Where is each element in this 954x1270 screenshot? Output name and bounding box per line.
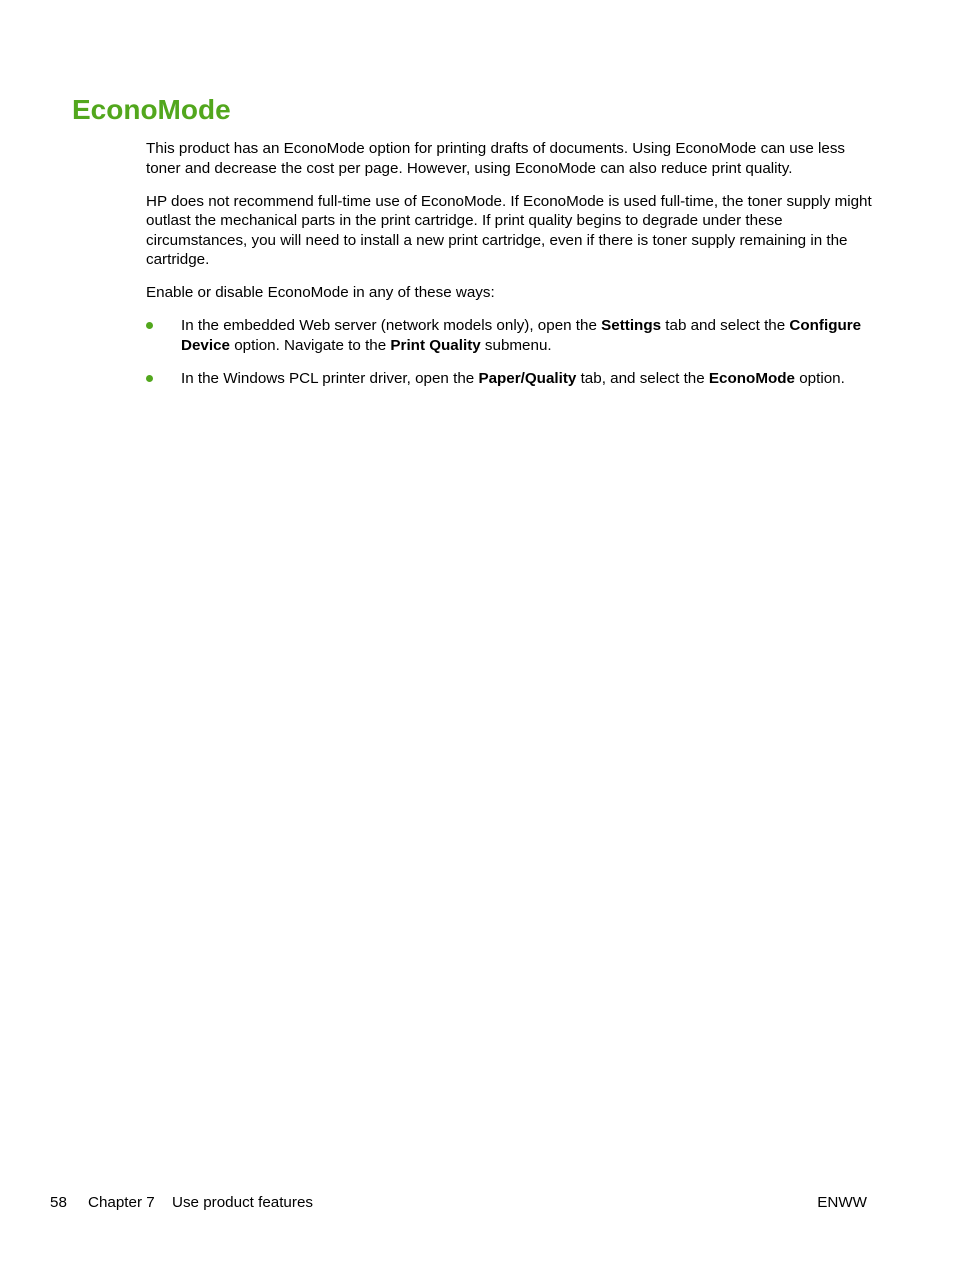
methods-intro-paragraph: Enable or disable EconoMode in any of these ways: [146, 284, 495, 301]
intro-paragraph: This product has an EconoMode option for printing drafts of documents. Using EconoMode can use less toner and decrease the cost per page. However, using EconoMode can also reduce print quality. [146, 140, 846, 177]
bullet-dot-icon [146, 375, 153, 382]
bullet-dot-icon [146, 322, 153, 329]
list-item [146, 369, 874, 389]
page-number: 58 [50, 1194, 67, 1211]
section-label: Use product features [172, 1194, 313, 1211]
locale-code: ENWW [817, 1194, 867, 1211]
list-item-text: In the embedded Web server (network models only), open the Settings tab and select the Configure Device option. Navigate to the Print Quality submenu. [181, 317, 862, 354]
list-item-text: In the Windows PCL printer driver, open the Paper/Quality tab, and select the EconoMode option. [181, 370, 845, 387]
body-content [146, 139, 874, 403]
list-item [146, 316, 874, 355]
recommendation-paragraph: HP does not recommend full-time use of EconoMode. If EconoMode is used full-time, the toner supply might outlast the mechanical parts in the print cartridge. If print quality begins to degrade under these circumstances, you will need to install a new print cartridge, even if there is toner supply remaining in the cartridge. [146, 192, 872, 268]
chapter-label: Chapter 7 [88, 1194, 155, 1211]
page-title: EconoMode [72, 94, 231, 125]
methods-list [146, 316, 874, 389]
